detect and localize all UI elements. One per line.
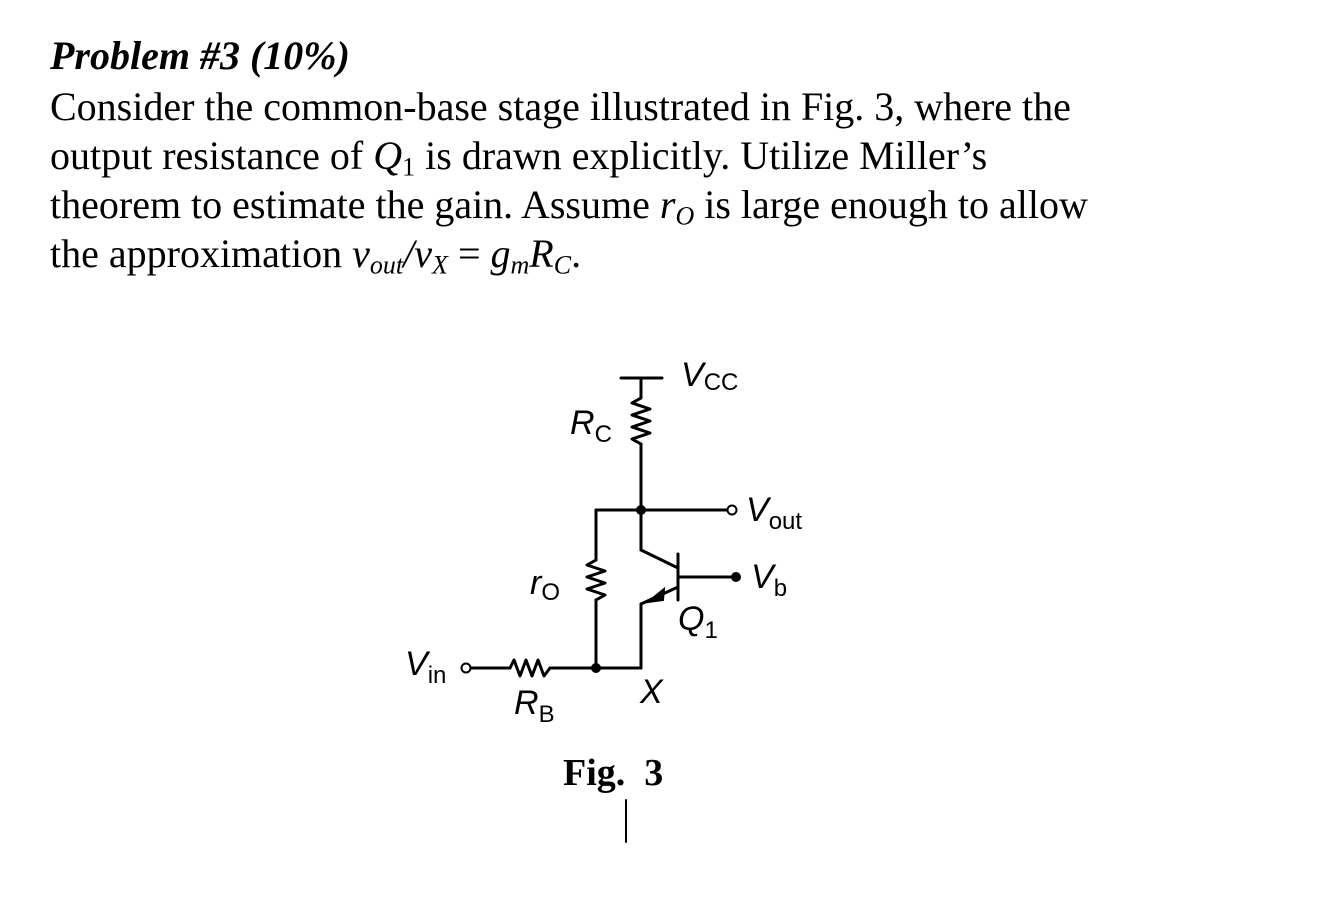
- symbol-v-x-subscript: X: [432, 250, 448, 280]
- symbol-r-subscript: O: [675, 201, 695, 231]
- rc-resistor: [632, 398, 650, 444]
- label-rc: $R_C$: [570, 404, 612, 448]
- symbol-v-x: v: [414, 231, 433, 276]
- ro-resistor: [587, 560, 605, 600]
- text-period: .: [571, 231, 582, 276]
- junction-dot: [636, 505, 646, 515]
- label-vout: $V_{out}$: [746, 491, 803, 535]
- symbol-r-c-subscript: C: [553, 250, 572, 280]
- rb-resistor: [510, 660, 550, 676]
- label-vcc: VCC: [681, 356, 739, 396]
- vout-terminal: [728, 506, 737, 515]
- symbol-r-c: R: [529, 231, 554, 276]
- text-segment: is large enough to allow: [694, 182, 1088, 227]
- q1-emitter-arrow: [648, 589, 664, 602]
- problem-line-1: Consider the common-base stage illustrated in Fig. 3, where the: [50, 84, 1071, 129]
- label-q1: $Q_1$: [678, 600, 718, 644]
- label-ro: rO: [530, 564, 560, 606]
- text-segment: output resistance of: [50, 133, 374, 178]
- symbol-g: g: [490, 231, 511, 276]
- problem-title: Problem #3 (10%): [50, 33, 350, 78]
- symbol-g-subscript: m: [510, 250, 530, 280]
- junction-dot: [591, 663, 601, 673]
- q1-collector-lead: [641, 550, 678, 568]
- vin-terminal: [462, 664, 471, 673]
- symbol-v-out: v: [352, 231, 370, 276]
- text-segment: the approximation: [50, 231, 353, 276]
- figure-caption: Fig. 3: [563, 752, 664, 794]
- symbol-q-subscript: 1: [402, 152, 416, 182]
- symbol-equals: =: [447, 231, 491, 276]
- text-segment: is drawn explicitly. Utilize Miller’s: [415, 133, 988, 178]
- symbol-slash: /: [403, 231, 415, 276]
- symbol-v-out-subscript: out: [369, 250, 404, 280]
- text-segment: theorem to estimate the gain. Assume: [50, 182, 660, 227]
- symbol-q: Q: [373, 133, 403, 178]
- label-vin: $V_{in}$: [405, 645, 447, 689]
- symbol-r: r: [659, 182, 676, 227]
- label-rb: $R_B$: [514, 684, 555, 728]
- label-x-node: X: [640, 673, 663, 711]
- label-vb: $V_b$: [751, 558, 788, 602]
- vb-terminal-dot: [731, 572, 741, 582]
